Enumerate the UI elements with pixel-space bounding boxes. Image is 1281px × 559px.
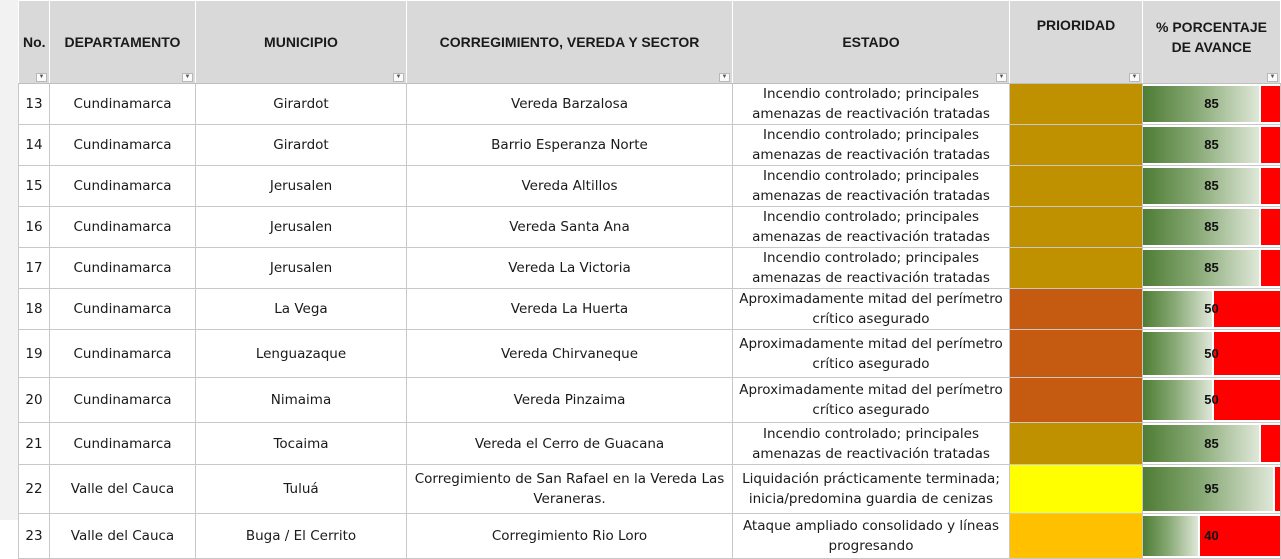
header-municipio-label: MUNICIPIO xyxy=(264,34,338,50)
progress-bar-fill xyxy=(1143,209,1261,245)
incident-table xyxy=(18,0,1281,559)
progress-bar-fill xyxy=(1143,250,1261,286)
cell-departamento[interactable]: Cundinamarca xyxy=(50,84,196,125)
progress-bar-fill xyxy=(1143,168,1261,204)
progress-bar-fill xyxy=(1143,516,1200,556)
cell-corregimiento[interactable]: Vereda Santa Ana xyxy=(407,207,733,248)
cell-avance[interactable] xyxy=(1143,330,1281,378)
cell-departamento[interactable]: Valle del Cauca xyxy=(50,514,196,559)
filter-dropdown-icon[interactable]: ▼ xyxy=(393,73,404,82)
progress-bar-fill xyxy=(1143,380,1214,420)
progress-value: 50 xyxy=(1204,301,1219,316)
cell-departamento[interactable]: Cundinamarca xyxy=(50,289,196,330)
cell-departamento[interactable]: Cundinamarca xyxy=(50,166,196,207)
progress-value: 85 xyxy=(1204,137,1219,152)
cell-municipio[interactable]: Girardot xyxy=(196,84,407,125)
table-row[interactable] xyxy=(19,248,1281,289)
cell-prioridad[interactable] xyxy=(1010,84,1143,125)
cell-no[interactable]: 13 xyxy=(19,84,50,125)
cell-estado[interactable]: Aproximadamente mitad del perímetro crítico asegurado xyxy=(733,289,1010,330)
header-departamento-label: DEPARTAMENTO xyxy=(64,34,181,50)
filter-dropdown-icon[interactable]: ▼ xyxy=(1129,73,1140,82)
cell-no[interactable]: 18 xyxy=(19,289,50,330)
cell-corregimiento[interactable]: Vereda Altillos xyxy=(407,166,733,207)
cell-municipio[interactable]: Buga / El Cerrito xyxy=(196,514,407,559)
cell-departamento[interactable]: Cundinamarca xyxy=(50,248,196,289)
cell-departamento[interactable]: Cundinamarca xyxy=(50,423,196,465)
table-row[interactable] xyxy=(19,125,1281,166)
cell-estado[interactable]: Ataque ampliado consolidado y líneas progresando xyxy=(733,514,1010,559)
cell-prioridad[interactable] xyxy=(1010,248,1143,289)
progress-value: 85 xyxy=(1204,96,1219,111)
cell-avance[interactable] xyxy=(1143,166,1281,207)
cell-departamento[interactable]: Cundinamarca xyxy=(50,378,196,423)
cell-no[interactable]: 22 xyxy=(19,465,50,514)
progress-bar-fill xyxy=(1143,332,1214,375)
cell-no[interactable]: 20 xyxy=(19,378,50,423)
cell-corregimiento[interactable]: Vereda La Victoria xyxy=(407,248,733,289)
header-corregimiento xyxy=(407,1,733,84)
table-row[interactable] xyxy=(19,465,1281,514)
cell-no[interactable]: 16 xyxy=(19,207,50,248)
cell-corregimiento[interactable]: Vereda Pinzaima xyxy=(407,378,733,423)
header-departamento xyxy=(50,1,196,84)
cell-estado[interactable]: Incendio controlado; principales amenazas de reactivación tratadas xyxy=(733,423,1010,465)
cell-prioridad[interactable] xyxy=(1010,330,1143,378)
cell-municipio[interactable]: Jerusalen xyxy=(196,248,407,289)
table-row[interactable] xyxy=(19,330,1281,378)
cell-corregimiento[interactable]: Barrio Esperanza Norte xyxy=(407,125,733,166)
cell-estado[interactable]: Incendio controlado; principales amenazas de reactivación tratadas xyxy=(733,84,1010,125)
cell-avance[interactable] xyxy=(1143,514,1281,559)
progress-value: 50 xyxy=(1204,345,1219,361)
cell-avance[interactable] xyxy=(1143,378,1281,423)
cell-corregimiento[interactable]: Vereda el Cerro de Guacana xyxy=(407,423,733,465)
cell-municipio[interactable]: La Vega xyxy=(196,289,407,330)
header-estado-label: ESTADO xyxy=(842,34,900,50)
row-header-gutter xyxy=(0,0,18,520)
filter-dropdown-icon[interactable]: ▼ xyxy=(996,73,1007,82)
cell-corregimiento[interactable]: Vereda Barzalosa xyxy=(407,84,733,125)
cell-avance[interactable] xyxy=(1143,248,1281,289)
cell-estado[interactable]: Incendio controlado; principales amenazas de reactivación tratadas xyxy=(733,125,1010,166)
cell-estado[interactable]: Aproximadamente mitad del perímetro crítico asegurado xyxy=(733,378,1010,423)
cell-prioridad[interactable] xyxy=(1010,125,1143,166)
header-porcentaje-label: % PORCENTAJE DE AVANCE xyxy=(1156,19,1267,55)
cell-departamento[interactable]: Valle del Cauca xyxy=(50,465,196,514)
progress-value: 85 xyxy=(1204,178,1219,193)
progress-bar-fill xyxy=(1143,127,1261,163)
cell-no[interactable]: 19 xyxy=(19,330,50,378)
table-row[interactable] xyxy=(19,378,1281,423)
cell-prioridad[interactable] xyxy=(1010,166,1143,207)
progress-bar-fill xyxy=(1143,86,1261,122)
cell-prioridad[interactable] xyxy=(1010,423,1143,465)
cell-no[interactable]: 21 xyxy=(19,423,50,465)
header-municipio xyxy=(196,1,407,84)
cell-no[interactable]: 17 xyxy=(19,248,50,289)
cell-avance[interactable] xyxy=(1143,207,1281,248)
cell-estado[interactable]: Aproximadamente mitad del perímetro crítico asegurado xyxy=(733,330,1010,378)
cell-corregimiento[interactable]: Vereda Chirvaneque xyxy=(407,330,733,378)
cell-municipio[interactable]: Tuluá xyxy=(196,465,407,514)
cell-corregimiento[interactable]: Vereda La Huerta xyxy=(407,289,733,330)
cell-municipio[interactable]: Jerusalen xyxy=(196,207,407,248)
progress-value: 85 xyxy=(1204,219,1219,234)
header-no xyxy=(19,1,50,84)
cell-departamento[interactable]: Cundinamarca xyxy=(50,207,196,248)
progress-bar-fill xyxy=(1143,291,1214,327)
cell-municipio[interactable]: Tocaima xyxy=(196,423,407,465)
cell-avance[interactable] xyxy=(1143,84,1281,125)
table-row[interactable] xyxy=(19,514,1281,559)
progress-bar-fill xyxy=(1143,425,1261,462)
table-body xyxy=(19,84,1281,559)
table-row[interactable] xyxy=(19,166,1281,207)
cell-corregimiento[interactable]: Corregimiento de San Rafael en la Vereda Las Veraneras. xyxy=(407,465,733,514)
table-row[interactable] xyxy=(19,423,1281,465)
cell-estado[interactable]: Liquidación prácticamente terminada; inicia/predomina guardia de cenizas xyxy=(733,465,1010,514)
filter-dropdown-icon[interactable]: ▼ xyxy=(719,73,730,82)
cell-departamento[interactable]: Cundinamarca xyxy=(50,330,196,378)
cell-no[interactable]: 14 xyxy=(19,125,50,166)
cell-prioridad[interactable] xyxy=(1010,289,1143,330)
cell-prioridad[interactable] xyxy=(1010,514,1143,559)
cell-avance[interactable] xyxy=(1143,125,1281,166)
header-estado xyxy=(733,1,1010,84)
progress-value: 85 xyxy=(1204,435,1219,451)
cell-municipio[interactable]: Lenguazaque xyxy=(196,330,407,378)
cell-no[interactable]: 15 xyxy=(19,166,50,207)
progress-value: 40 xyxy=(1204,528,1219,543)
cell-municipio[interactable]: Jerusalen xyxy=(196,166,407,207)
header-corregimiento-label: CORREGIMIENTO, VEREDA Y SECTOR xyxy=(439,34,700,50)
table-row[interactable] xyxy=(19,207,1281,248)
cell-prioridad[interactable] xyxy=(1010,207,1143,248)
cell-prioridad[interactable] xyxy=(1010,378,1143,423)
cell-estado[interactable]: Incendio controlado; principales amenazas de reactivación tratadas xyxy=(733,207,1010,248)
progress-value: 50 xyxy=(1204,392,1219,407)
cell-municipio[interactable]: Nimaima xyxy=(196,378,407,423)
header-prioridad-label: PRIORIDAD xyxy=(1036,17,1116,33)
cell-departamento[interactable]: Cundinamarca xyxy=(50,125,196,166)
header-no-label: No. xyxy=(23,34,46,50)
filter-dropdown-icon[interactable]: ▼ xyxy=(36,73,47,82)
cell-estado[interactable]: Incendio controlado; principales amenazas de reactivación tratadas xyxy=(733,166,1010,207)
cell-municipio[interactable]: Girardot xyxy=(196,125,407,166)
progress-value: 95 xyxy=(1204,481,1219,496)
progress-value: 85 xyxy=(1204,260,1219,275)
header-row xyxy=(19,1,1281,84)
cell-corregimiento[interactable]: Corregimiento Rio Loro xyxy=(407,514,733,559)
cell-estado[interactable]: Incendio controlado; principales amenazas de reactivación tratadas xyxy=(733,248,1010,289)
header-prioridad xyxy=(1010,1,1143,84)
cell-no[interactable]: 23 xyxy=(19,514,50,559)
cell-avance[interactable] xyxy=(1143,423,1281,465)
table-row[interactable] xyxy=(19,84,1281,125)
filter-dropdown-icon[interactable]: ▼ xyxy=(182,73,193,82)
header-porcentaje xyxy=(1143,1,1281,84)
filter-dropdown-icon[interactable]: ▼ xyxy=(1267,73,1278,82)
table-row[interactable] xyxy=(19,289,1281,330)
cell-avance[interactable] xyxy=(1143,465,1281,514)
cell-prioridad[interactable] xyxy=(1010,465,1143,514)
cell-avance[interactable] xyxy=(1143,289,1281,330)
